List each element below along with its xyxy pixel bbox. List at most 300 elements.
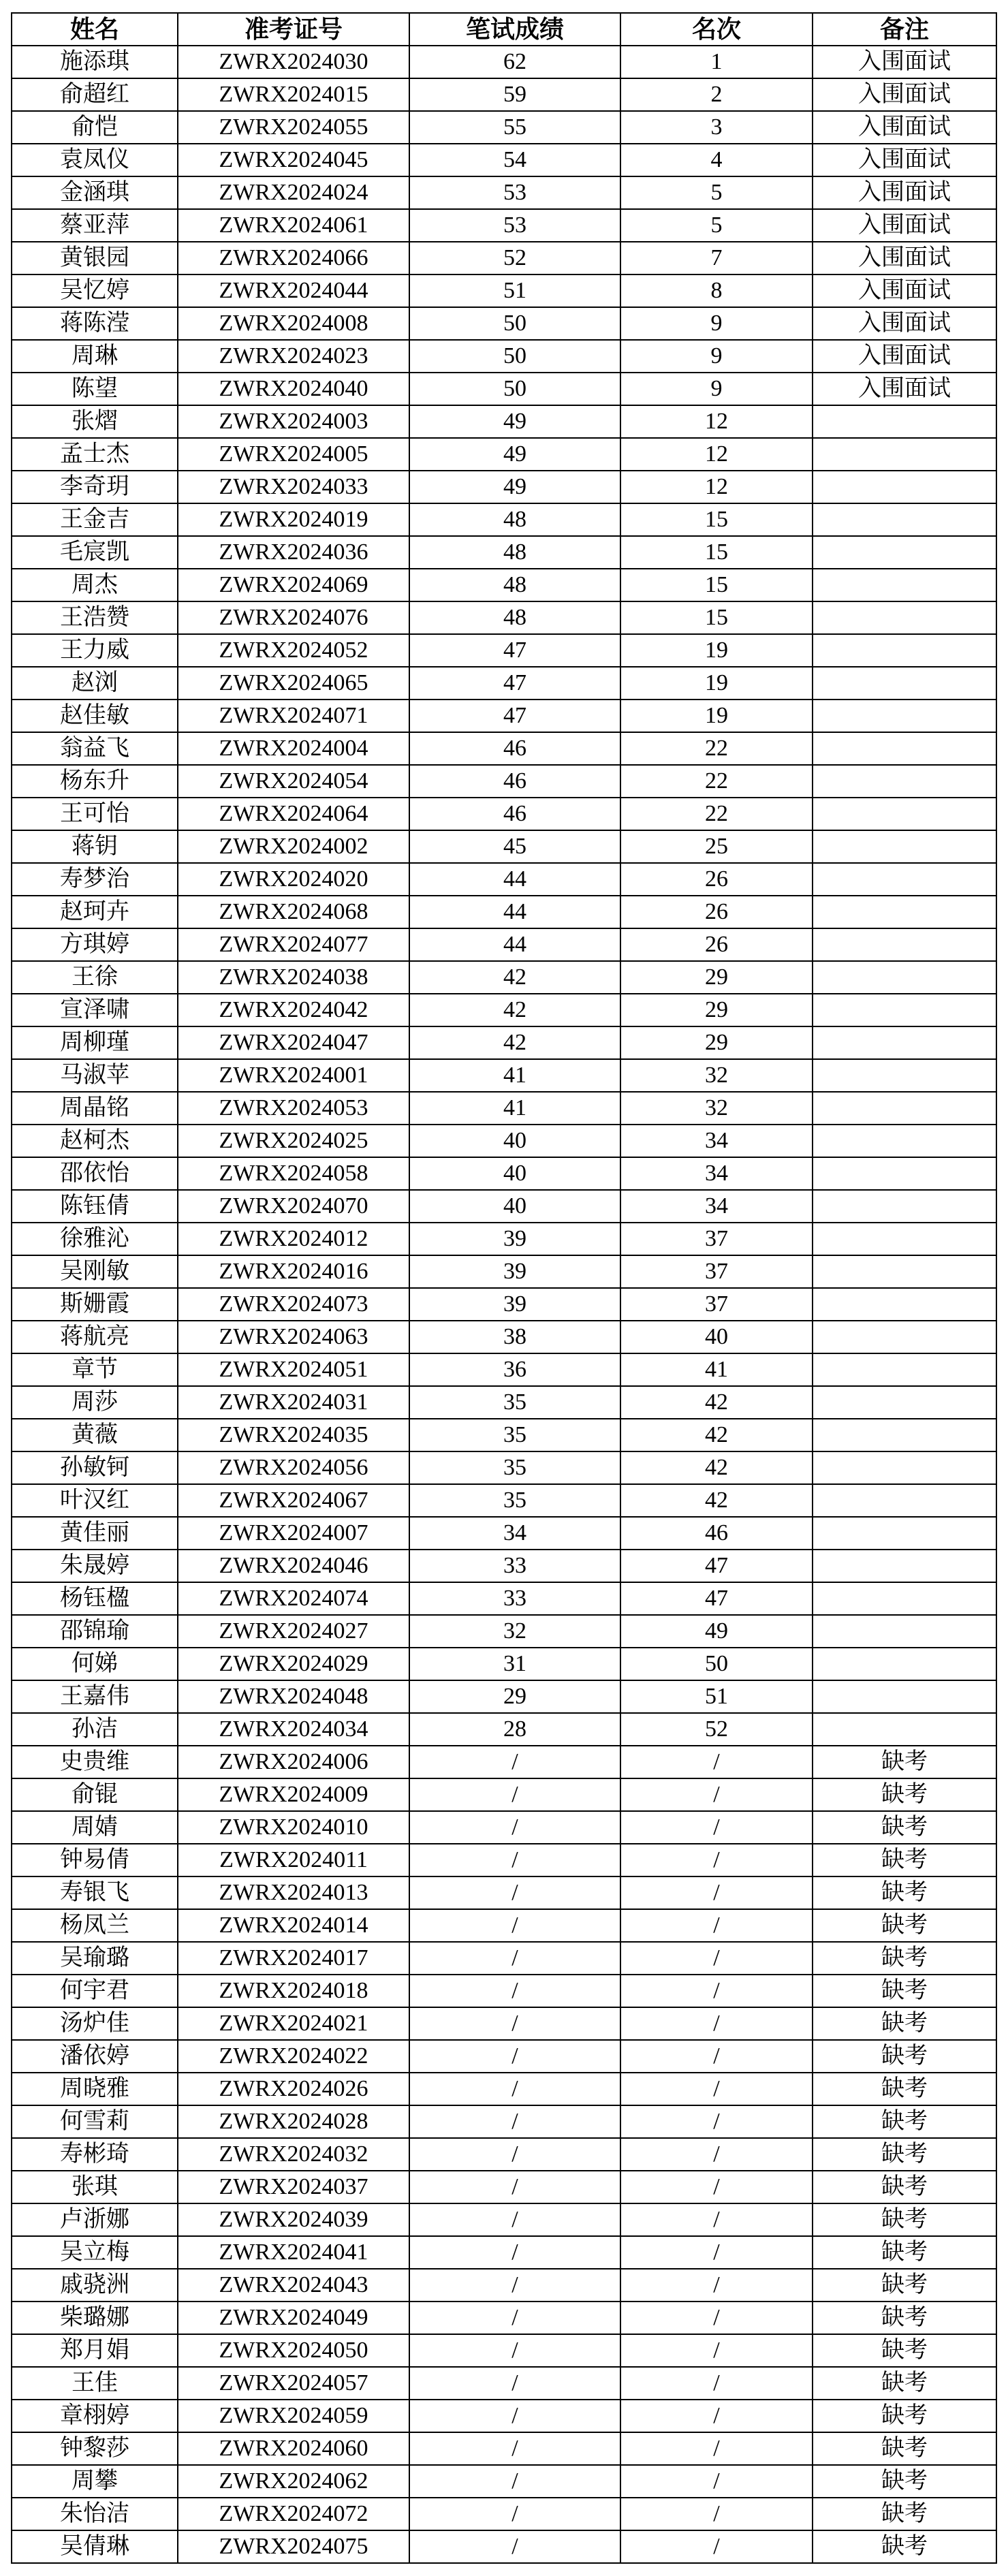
table-row xyxy=(12,2040,996,2073)
cell-ticket-number: ZWRX2024033 xyxy=(178,471,409,503)
table-row xyxy=(12,373,996,405)
cell-rank: 34 xyxy=(620,1157,813,1190)
cell-name: 章栩婷 xyxy=(12,2400,178,2432)
header-rank: 名次 xyxy=(620,13,813,46)
table-row xyxy=(12,961,996,994)
cell-ticket-number: ZWRX2024059 xyxy=(178,2400,409,2432)
cell-remark xyxy=(813,896,996,928)
table-row xyxy=(12,2302,996,2334)
cell-rank: 7 xyxy=(620,242,813,274)
table-row xyxy=(12,2432,996,2465)
cell-name: 李奇玥 xyxy=(12,471,178,503)
cell-rank: / xyxy=(620,2105,813,2138)
cell-ticket-number: ZWRX2024074 xyxy=(178,1582,409,1615)
cell-written-score: / xyxy=(409,2465,620,2498)
table-row xyxy=(12,994,996,1026)
table-row xyxy=(12,732,996,765)
cell-ticket-number: ZWRX2024065 xyxy=(178,667,409,700)
cell-written-score: / xyxy=(409,2105,620,2138)
table-row xyxy=(12,1778,996,1811)
cell-name: 吴瑜璐 xyxy=(12,1942,178,1975)
cell-remark: 缺考 xyxy=(813,2334,996,2367)
cell-name: 施添琪 xyxy=(12,46,178,78)
cell-ticket-number: ZWRX2024050 xyxy=(178,2334,409,2367)
cell-ticket-number: ZWRX2024028 xyxy=(178,2105,409,2138)
cell-remark: 入围面试 xyxy=(813,209,996,242)
cell-written-score: / xyxy=(409,2269,620,2302)
cell-written-score: 50 xyxy=(409,307,620,340)
cell-ticket-number: ZWRX2024058 xyxy=(178,1157,409,1190)
table-row xyxy=(12,1517,996,1550)
table-row xyxy=(12,601,996,634)
table-row xyxy=(12,2334,996,2367)
cell-written-score: 40 xyxy=(409,1125,620,1157)
cell-ticket-number: ZWRX2024070 xyxy=(178,1190,409,1223)
cell-remark: 入围面试 xyxy=(813,46,996,78)
cell-remark xyxy=(813,569,996,601)
cell-written-score: 32 xyxy=(409,1615,620,1648)
cell-rank: / xyxy=(620,2432,813,2465)
cell-written-score: 29 xyxy=(409,1680,620,1713)
table-row xyxy=(12,1844,996,1876)
cell-rank: / xyxy=(620,1876,813,1909)
cell-rank: / xyxy=(620,2073,813,2105)
cell-name: 马淑苹 xyxy=(12,1059,178,1092)
table-row xyxy=(12,2498,996,2530)
cell-written-score: 35 xyxy=(409,1419,620,1451)
cell-remark xyxy=(813,1255,996,1288)
table-row xyxy=(12,2007,996,2040)
cell-ticket-number: ZWRX2024046 xyxy=(178,1550,409,1582)
cell-written-score: / xyxy=(409,1811,620,1844)
cell-ticket-number: ZWRX2024014 xyxy=(178,1909,409,1942)
cell-written-score: 53 xyxy=(409,209,620,242)
cell-rank: 52 xyxy=(620,1713,813,1746)
table-row xyxy=(12,2105,996,2138)
cell-written-score: 31 xyxy=(409,1648,620,1680)
cell-rank: 42 xyxy=(620,1419,813,1451)
cell-rank: 29 xyxy=(620,961,813,994)
cell-name: 周杰 xyxy=(12,569,178,601)
cell-remark: 缺考 xyxy=(813,2171,996,2203)
cell-remark xyxy=(813,1386,996,1419)
cell-ticket-number: ZWRX2024068 xyxy=(178,896,409,928)
cell-name: 寿银飞 xyxy=(12,1876,178,1909)
cell-name: 朱晟婷 xyxy=(12,1550,178,1582)
cell-name: 柴璐娜 xyxy=(12,2302,178,2334)
table-row xyxy=(12,1026,996,1059)
table-row xyxy=(12,46,996,78)
cell-remark xyxy=(813,1484,996,1517)
cell-name: 钟易倩 xyxy=(12,1844,178,1876)
cell-rank: 40 xyxy=(620,1321,813,1353)
cell-ticket-number: ZWRX2024039 xyxy=(178,2203,409,2236)
cell-name: 吴倩琳 xyxy=(12,2530,178,2563)
cell-remark xyxy=(813,1713,996,1746)
cell-written-score: / xyxy=(409,1746,620,1778)
table-row xyxy=(12,2171,996,2203)
cell-rank: 3 xyxy=(620,111,813,144)
cell-rank: 34 xyxy=(620,1190,813,1223)
cell-ticket-number: ZWRX2024008 xyxy=(178,307,409,340)
cell-remark: 入围面试 xyxy=(813,373,996,405)
cell-written-score: / xyxy=(409,2498,620,2530)
table-row xyxy=(12,144,996,176)
cell-name: 王浩赞 xyxy=(12,601,178,634)
table-row xyxy=(12,1975,996,2007)
table-row xyxy=(12,405,996,438)
cell-remark xyxy=(813,471,996,503)
table-row xyxy=(12,1451,996,1484)
cell-name: 王金吉 xyxy=(12,503,178,536)
cell-written-score: 52 xyxy=(409,242,620,274)
cell-remark: 缺考 xyxy=(813,2040,996,2073)
cell-rank: 5 xyxy=(620,209,813,242)
table-row xyxy=(12,242,996,274)
cell-written-score: / xyxy=(409,2040,620,2073)
table-row xyxy=(12,340,996,373)
table-row xyxy=(12,2269,996,2302)
cell-rank: / xyxy=(620,2498,813,2530)
cell-name: 周攀 xyxy=(12,2465,178,2498)
cell-ticket-number: ZWRX2024048 xyxy=(178,1680,409,1713)
cell-name: 张熠 xyxy=(12,405,178,438)
cell-name: 宣泽啸 xyxy=(12,994,178,1026)
table-row xyxy=(12,2367,996,2400)
header-written-score: 笔试成绩 xyxy=(409,13,620,46)
cell-ticket-number: ZWRX2024018 xyxy=(178,1975,409,2007)
cell-remark: 缺考 xyxy=(813,1975,996,2007)
cell-name: 章节 xyxy=(12,1353,178,1386)
table-row xyxy=(12,1321,996,1353)
cell-written-score: 59 xyxy=(409,78,620,111)
table-row xyxy=(12,1746,996,1778)
cell-written-score: 49 xyxy=(409,405,620,438)
cell-name: 张琪 xyxy=(12,2171,178,2203)
cell-rank: / xyxy=(620,2302,813,2334)
cell-written-score: 33 xyxy=(409,1582,620,1615)
cell-remark: 缺考 xyxy=(813,2400,996,2432)
cell-rank: / xyxy=(620,1844,813,1876)
cell-remark: 缺考 xyxy=(813,2530,996,2563)
cell-rank: 37 xyxy=(620,1255,813,1288)
cell-remark xyxy=(813,1190,996,1223)
table-row xyxy=(12,1419,996,1451)
cell-rank: 5 xyxy=(620,176,813,209)
cell-rank: 19 xyxy=(620,700,813,732)
cell-remark xyxy=(813,700,996,732)
cell-name: 袁凤仪 xyxy=(12,144,178,176)
cell-rank: / xyxy=(620,2040,813,2073)
cell-ticket-number: ZWRX2024020 xyxy=(178,863,409,896)
cell-ticket-number: ZWRX2024043 xyxy=(178,2269,409,2302)
cell-name: 王可怡 xyxy=(12,798,178,830)
cell-written-score: 35 xyxy=(409,1386,620,1419)
table-row xyxy=(12,1550,996,1582)
table-row xyxy=(12,2203,996,2236)
cell-written-score: 39 xyxy=(409,1255,620,1288)
cell-remark: 缺考 xyxy=(813,2236,996,2269)
cell-remark: 入围面试 xyxy=(813,176,996,209)
cell-ticket-number: ZWRX2024011 xyxy=(178,1844,409,1876)
cell-ticket-number: ZWRX2024044 xyxy=(178,274,409,307)
cell-ticket-number: ZWRX2024016 xyxy=(178,1255,409,1288)
cell-ticket-number: ZWRX2024066 xyxy=(178,242,409,274)
cell-rank: / xyxy=(620,2171,813,2203)
cell-rank: 22 xyxy=(620,732,813,765)
table-row xyxy=(12,1092,996,1125)
header-remark: 备注 xyxy=(813,13,996,46)
cell-ticket-number: ZWRX2024010 xyxy=(178,1811,409,1844)
cell-name: 吴立梅 xyxy=(12,2236,178,2269)
table-row xyxy=(12,209,996,242)
cell-remark xyxy=(813,765,996,798)
cell-remark xyxy=(813,536,996,569)
cell-name: 潘依婷 xyxy=(12,2040,178,2073)
cell-name: 赵浏 xyxy=(12,667,178,700)
cell-written-score: / xyxy=(409,2334,620,2367)
cell-ticket-number: ZWRX2024034 xyxy=(178,1713,409,1746)
cell-rank: 46 xyxy=(620,1517,813,1550)
cell-ticket-number: ZWRX2024029 xyxy=(178,1648,409,1680)
table-row xyxy=(12,503,996,536)
table-row xyxy=(12,307,996,340)
cell-written-score: / xyxy=(409,2530,620,2563)
cell-ticket-number: ZWRX2024015 xyxy=(178,78,409,111)
cell-written-score: / xyxy=(409,1942,620,1975)
cell-written-score: / xyxy=(409,2073,620,2105)
cell-ticket-number: ZWRX2024007 xyxy=(178,1517,409,1550)
table-row xyxy=(12,830,996,863)
cell-ticket-number: ZWRX2024004 xyxy=(178,732,409,765)
cell-ticket-number: ZWRX2024076 xyxy=(178,601,409,634)
cell-written-score: 47 xyxy=(409,634,620,667)
table-row xyxy=(12,765,996,798)
table-row xyxy=(12,1582,996,1615)
cell-name: 吴忆婷 xyxy=(12,274,178,307)
cell-remark xyxy=(813,1026,996,1059)
cell-name: 俞恺 xyxy=(12,111,178,144)
table-row xyxy=(12,536,996,569)
cell-name: 蒋钥 xyxy=(12,830,178,863)
cell-rank: 49 xyxy=(620,1615,813,1648)
cell-ticket-number: ZWRX2024026 xyxy=(178,2073,409,2105)
cell-name: 戚骁洲 xyxy=(12,2269,178,2302)
cell-written-score: 41 xyxy=(409,1059,620,1092)
cell-written-score: 35 xyxy=(409,1451,620,1484)
cell-rank: / xyxy=(620,2367,813,2400)
table-row xyxy=(12,1255,996,1288)
table-row xyxy=(12,1648,996,1680)
table-row xyxy=(12,438,996,471)
cell-name: 王佳 xyxy=(12,2367,178,2400)
cell-remark: 缺考 xyxy=(813,2302,996,2334)
cell-name: 斯姗霞 xyxy=(12,1288,178,1321)
cell-remark: 缺考 xyxy=(813,2269,996,2302)
cell-remark xyxy=(813,1288,996,1321)
cell-remark: 缺考 xyxy=(813,1942,996,1975)
cell-name: 吴刚敏 xyxy=(12,1255,178,1288)
table-row xyxy=(12,1190,996,1223)
cell-name: 王嘉伟 xyxy=(12,1680,178,1713)
cell-remark: 入围面试 xyxy=(813,144,996,176)
cell-ticket-number: ZWRX2024054 xyxy=(178,765,409,798)
cell-ticket-number: ZWRX2024032 xyxy=(178,2138,409,2171)
cell-ticket-number: ZWRX2024037 xyxy=(178,2171,409,2203)
cell-name: 黄银园 xyxy=(12,242,178,274)
cell-remark xyxy=(813,994,996,1026)
cell-remark xyxy=(813,438,996,471)
cell-rank: / xyxy=(620,2203,813,2236)
cell-name: 杨东升 xyxy=(12,765,178,798)
cell-ticket-number: ZWRX2024063 xyxy=(178,1321,409,1353)
table-row xyxy=(12,1713,996,1746)
cell-written-score: 48 xyxy=(409,503,620,536)
cell-remark: 入围面试 xyxy=(813,242,996,274)
cell-remark xyxy=(813,1059,996,1092)
cell-written-score: 53 xyxy=(409,176,620,209)
cell-rank: / xyxy=(620,1746,813,1778)
table-row xyxy=(12,78,996,111)
cell-ticket-number: ZWRX2024035 xyxy=(178,1419,409,1451)
cell-ticket-number: ZWRX2024045 xyxy=(178,144,409,176)
cell-remark xyxy=(813,830,996,863)
cell-name: 郑月娟 xyxy=(12,2334,178,2367)
cell-name: 朱怡洁 xyxy=(12,2498,178,2530)
cell-rank: 42 xyxy=(620,1451,813,1484)
cell-remark xyxy=(813,634,996,667)
cell-remark xyxy=(813,928,996,961)
cell-written-score: 39 xyxy=(409,1288,620,1321)
table-row xyxy=(12,274,996,307)
cell-rank: / xyxy=(620,1942,813,1975)
cell-rank: 22 xyxy=(620,798,813,830)
cell-remark: 缺考 xyxy=(813,2465,996,2498)
table-row xyxy=(12,700,996,732)
cell-name: 陈钰倩 xyxy=(12,1190,178,1223)
cell-written-score: 50 xyxy=(409,340,620,373)
cell-rank: 47 xyxy=(620,1550,813,1582)
cell-ticket-number: ZWRX2024057 xyxy=(178,2367,409,2400)
cell-written-score: 62 xyxy=(409,46,620,78)
cell-name: 孟士杰 xyxy=(12,438,178,471)
table-row xyxy=(12,2073,996,2105)
cell-ticket-number: ZWRX2024002 xyxy=(178,830,409,863)
cell-ticket-number: ZWRX2024061 xyxy=(178,209,409,242)
cell-name: 蔡亚萍 xyxy=(12,209,178,242)
cell-ticket-number: ZWRX2024025 xyxy=(178,1125,409,1157)
cell-ticket-number: ZWRX2024060 xyxy=(178,2432,409,2465)
cell-ticket-number: ZWRX2024019 xyxy=(178,503,409,536)
cell-name: 周莎 xyxy=(12,1386,178,1419)
cell-written-score: / xyxy=(409,1975,620,2007)
cell-ticket-number: ZWRX2024001 xyxy=(178,1059,409,1092)
cell-name: 汤炉佳 xyxy=(12,2007,178,2040)
cell-written-score: 44 xyxy=(409,863,620,896)
cell-written-score: 46 xyxy=(409,765,620,798)
cell-remark: 入围面试 xyxy=(813,274,996,307)
cell-ticket-number: ZWRX2024023 xyxy=(178,340,409,373)
cell-rank: 15 xyxy=(620,503,813,536)
cell-written-score: 47 xyxy=(409,700,620,732)
table-row xyxy=(12,1484,996,1517)
cell-remark: 缺考 xyxy=(813,1876,996,1909)
cell-rank: / xyxy=(620,2138,813,2171)
cell-written-score: 48 xyxy=(409,601,620,634)
cell-written-score: / xyxy=(409,1778,620,1811)
cell-rank: 29 xyxy=(620,1026,813,1059)
cell-written-score: 42 xyxy=(409,1026,620,1059)
cell-name: 黄佳丽 xyxy=(12,1517,178,1550)
cell-name: 蒋航亮 xyxy=(12,1321,178,1353)
cell-rank: 9 xyxy=(620,373,813,405)
cell-written-score: 45 xyxy=(409,830,620,863)
cell-rank: 37 xyxy=(620,1288,813,1321)
cell-remark xyxy=(813,1550,996,1582)
cell-rank: 22 xyxy=(620,765,813,798)
cell-name: 方琪婷 xyxy=(12,928,178,961)
cell-name: 卢浙娜 xyxy=(12,2203,178,2236)
cell-rank: / xyxy=(620,1778,813,1811)
cell-name: 钟黎莎 xyxy=(12,2432,178,2465)
cell-rank: 32 xyxy=(620,1092,813,1125)
table-row xyxy=(12,2465,996,2498)
cell-written-score: / xyxy=(409,2138,620,2171)
cell-written-score: 39 xyxy=(409,1223,620,1255)
cell-rank: 34 xyxy=(620,1125,813,1157)
cell-remark: 缺考 xyxy=(813,2498,996,2530)
table-row xyxy=(12,1876,996,1909)
cell-written-score: 40 xyxy=(409,1190,620,1223)
cell-ticket-number: ZWRX2024047 xyxy=(178,1026,409,1059)
cell-written-score: 51 xyxy=(409,274,620,307)
cell-written-score: 55 xyxy=(409,111,620,144)
cell-ticket-number: ZWRX2024006 xyxy=(178,1746,409,1778)
cell-rank: / xyxy=(620,2236,813,2269)
cell-name: 周婧 xyxy=(12,1811,178,1844)
cell-ticket-number: ZWRX2024030 xyxy=(178,46,409,78)
cell-name: 杨钰楹 xyxy=(12,1582,178,1615)
table-row xyxy=(12,863,996,896)
cell-name: 周晶铭 xyxy=(12,1092,178,1125)
cell-written-score: / xyxy=(409,2432,620,2465)
cell-rank: 51 xyxy=(620,1680,813,1713)
cell-remark: 入围面试 xyxy=(813,78,996,111)
cell-rank: 12 xyxy=(620,471,813,503)
cell-rank: 42 xyxy=(620,1386,813,1419)
cell-remark: 入围面试 xyxy=(813,111,996,144)
table-row xyxy=(12,2400,996,2432)
table-row xyxy=(12,928,996,961)
cell-remark xyxy=(813,1223,996,1255)
cell-rank: 29 xyxy=(620,994,813,1026)
cell-written-score: 47 xyxy=(409,667,620,700)
table-row xyxy=(12,798,996,830)
table-row xyxy=(12,1288,996,1321)
cell-name: 陈望 xyxy=(12,373,178,405)
cell-written-score: 46 xyxy=(409,732,620,765)
cell-written-score: 44 xyxy=(409,928,620,961)
table-row xyxy=(12,569,996,601)
cell-name: 周柳瑾 xyxy=(12,1026,178,1059)
cell-rank: / xyxy=(620,2269,813,2302)
cell-remark: 缺考 xyxy=(813,1746,996,1778)
table-row xyxy=(12,2138,996,2171)
cell-written-score: 34 xyxy=(409,1517,620,1550)
cell-rank: 9 xyxy=(620,307,813,340)
cell-ticket-number: ZWRX2024051 xyxy=(178,1353,409,1386)
cell-written-score: / xyxy=(409,1844,620,1876)
